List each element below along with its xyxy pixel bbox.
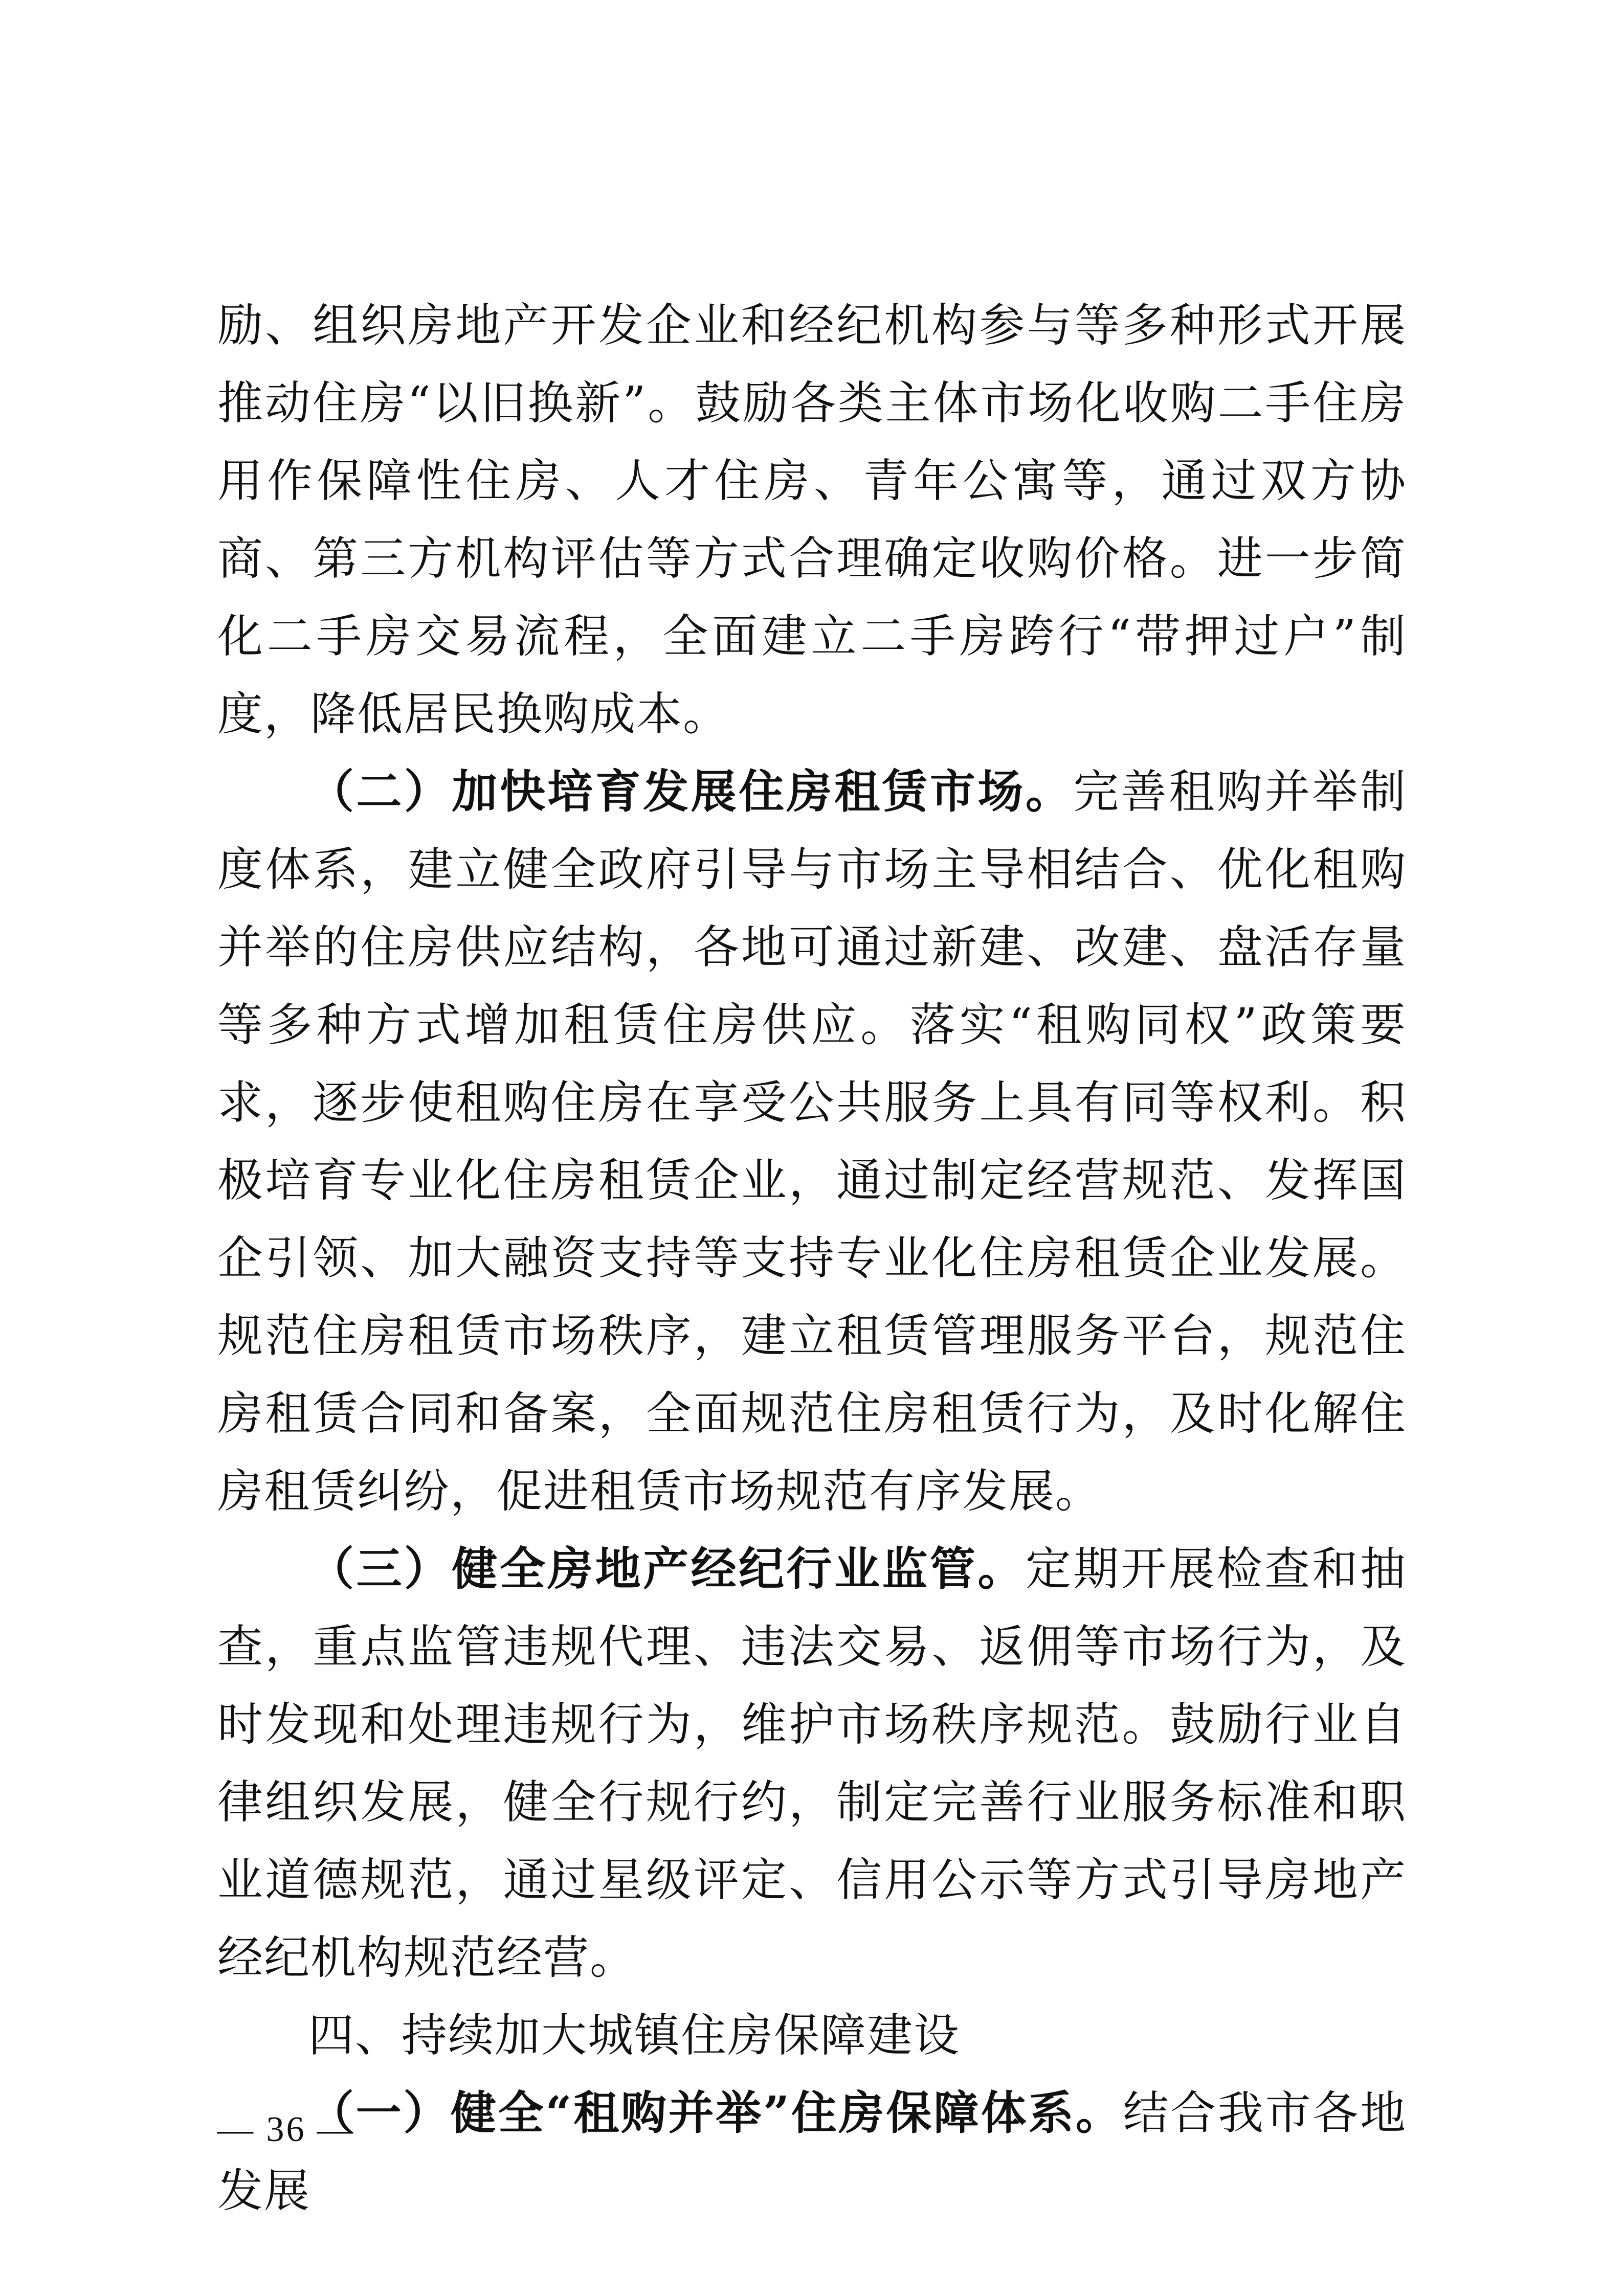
- document-body: [217, 286, 1407, 2230]
- paragraph-lead-heading: （三）健全房地产经纪行业监管。: [308, 1542, 1026, 1595]
- paragraph-text: 励、组织房地产开发企业和经纪机构参与等多种形式开展推动住房“以旧换新”。鼓励各类主体市场化收购二手住房用作保障性住房、人才住房、青年公寓等，通过双方协商、第三方机构评估等方式合理确定收购价格。进一步简化二手房交易流程，全面建立二手房跨行“带押过户”制度，降低居民换购成本。: [217, 299, 1407, 740]
- paragraph-brokerage-supervision: [217, 1530, 1407, 1996]
- page-number: — 36 —: [217, 2110, 355, 2149]
- section-heading: 四、持续加大城镇住房保障建设: [308, 2009, 960, 2062]
- paragraph-lead-heading: （二）加快培育发展住房租赁市场。: [308, 764, 1074, 818]
- paragraph-lead-heading: （一）健全“租购并举”住房保障体系。: [308, 2086, 1123, 2140]
- paragraph-text: 定期开展检查和抽查，重点监管违规代理、违法交易、返佣等市场行为，及时发现和处理违规行为，维护市场秩序规范。鼓励行业自律组织发展，健全行规行约，制定完善行业服务标准和职业道德规范，通过星级评定、信用公示等方式引导房地产经纪机构规范经营。: [217, 1542, 1407, 1984]
- paragraph-text: 完善租购并举制度体系，建立健全政府引导与市场主导相结合、优化租购并举的住房供应结构，各地可通过新建、改建、盘活存量等多种方式增加租赁住房供应。落实“租购同权”政策要求，逐步使租购住房在享受公共服务上具有同等权利。积极培育专业化住房租赁企业，通过制定经营规范、发挥国企引领、加大融资支持等支持专业化住房租赁企业发展。规范住房租赁市场秩序，建立租赁管理服务平台，规范住房租赁合同和备案，全面规范住房租赁行为，及时化解住房租赁纠纷，促进租赁市场规范有序发展。: [217, 765, 1407, 1518]
- paragraph-continuation: [217, 286, 1407, 753]
- paragraph-text: 结合我市各地发展: [217, 2086, 1407, 2217]
- paragraph-rental-market: [217, 753, 1407, 1530]
- paragraph-housing-security: [217, 2074, 1407, 2230]
